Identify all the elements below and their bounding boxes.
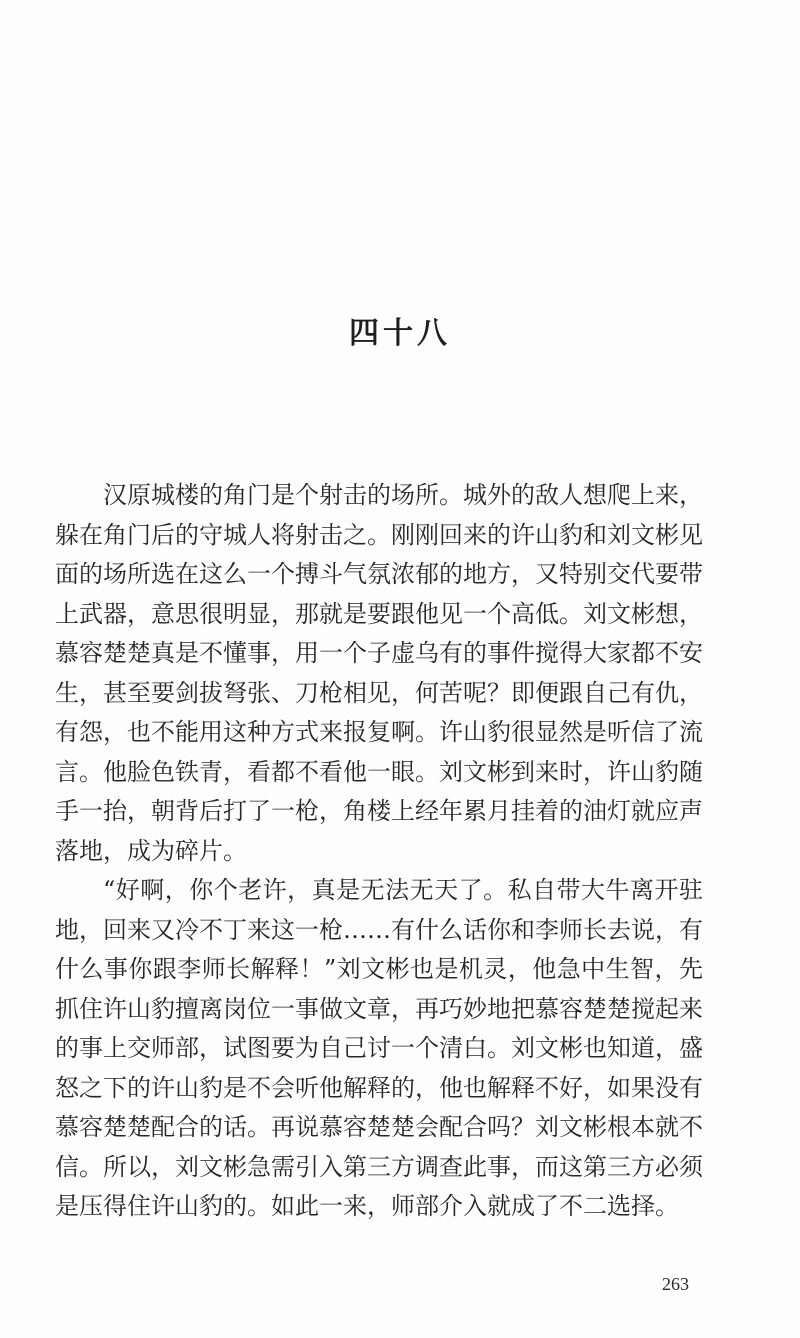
paragraph-2: “好啊，你个老许，真是无法无天了。私自带大牛离开驻地，回来又冷不丁来这一枪……有什么话你和李师长去说，有什么事你跟李师长解释！”刘文彬也是机灵，他急中生智，先抓住许山豹擅离岗位一事做文章，再巧妙地把慕容楚楚搅起来的事上交师部，试图要为自己讨一个清白。刘文彬也知道，盛怒之下的许山豹是不会听他解释的，他也解释不好，如果没有慕容楚楚配合的话。再说慕容楚楚会配合吗？刘文彬根本就不信。所以，刘文彬急需引入第三方调查此事，而这第三方必须是压得住许山豹的。如此一来，师部介入就成了不二选择。 — [55, 876, 703, 1220]
chapter-title: 四十八 — [349, 316, 451, 351]
body-text — [55, 476, 703, 1227]
paragraph-1: 汉原城楼的角门是个射击的场所。城外的敌人想爬上来，躲在角门后的守城人将射击之。刚刚回来的许山豹和刘文彬见面的场所选在这么一个搏斗气氛浓郁的地方，又特别交代要带上武器，意思很明显，那就是要跟他见一个高低。刘文彬想，慕容楚楚真是不懂事，用一个子虚乌有的事件搅得大家都不安生，甚至要剑拔弩张、刀枪相见，何苦呢？即便跟自己有仇，有怨，也不能用这种方式来报复啊。许山豹很显然是听信了流言。他脸色铁青，看都不看他一眼。刘文彬到来时，许山豹随手一抬，朝背后打了一枪，角楼上经年累月挂着的油灯就应声落地，成为碎片。 — [55, 481, 703, 865]
page-number: 263 — [662, 1274, 689, 1294]
